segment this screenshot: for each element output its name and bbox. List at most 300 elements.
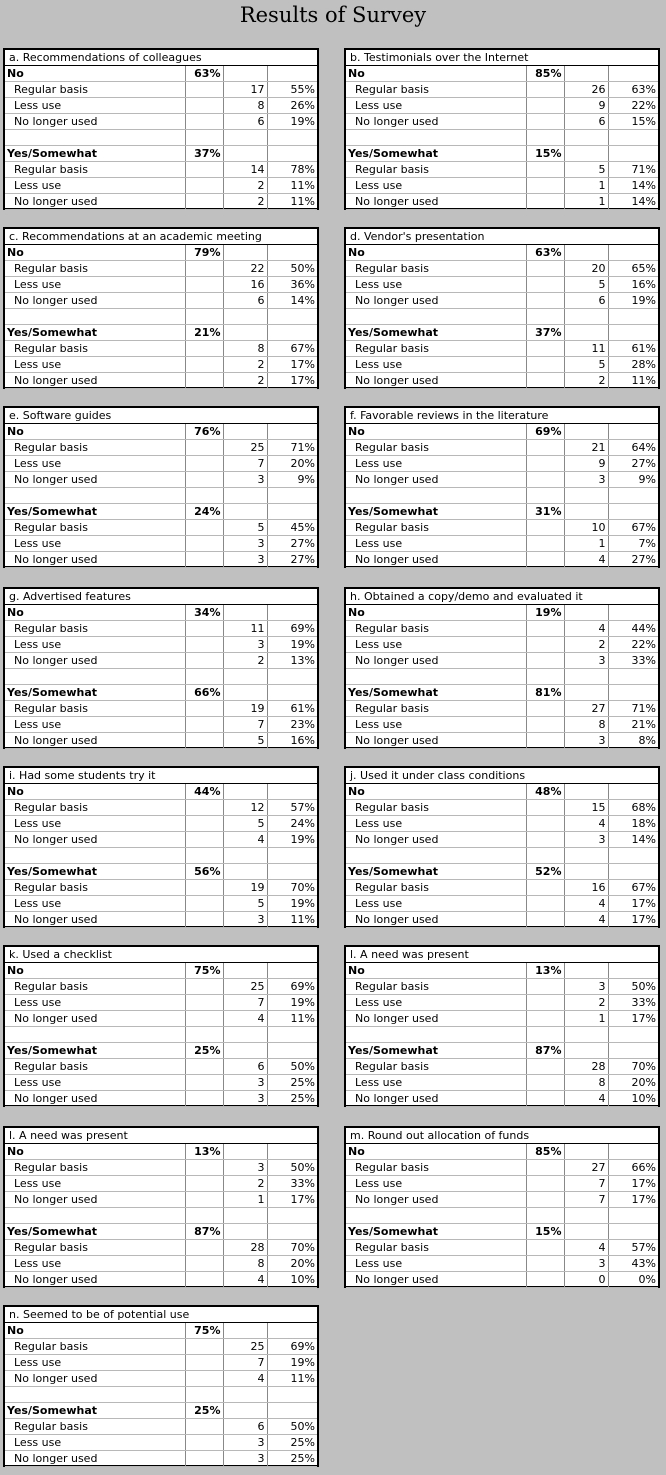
panel-table xyxy=(346,424,658,568)
empty-cell xyxy=(526,162,564,178)
survey-panel xyxy=(344,945,660,1107)
group-label: Yes/Somewhat xyxy=(5,1403,185,1419)
group-header-row xyxy=(346,963,658,979)
group-percent: 56% xyxy=(185,864,223,880)
row-label: Less use xyxy=(5,178,185,194)
table-row xyxy=(346,456,658,472)
empty-cell xyxy=(526,552,564,568)
table-row xyxy=(346,1160,658,1176)
table-row xyxy=(5,82,317,98)
row-percent: 11% xyxy=(608,373,658,389)
empty-cell xyxy=(267,1144,317,1160)
row-count: 11 xyxy=(564,341,608,357)
group-label: No xyxy=(346,66,526,82)
group-label: Yes/Somewhat xyxy=(5,504,185,520)
empty-cell xyxy=(223,784,267,800)
row-count: 5 xyxy=(223,520,267,536)
row-label: Regular basis xyxy=(5,261,185,277)
empty-cell xyxy=(526,440,564,456)
row-percent: 16% xyxy=(608,277,658,293)
row-percent: 11% xyxy=(267,912,317,928)
row-label: No longer used xyxy=(5,293,185,309)
row-count: 4 xyxy=(564,1091,608,1107)
empty-cell xyxy=(185,1091,223,1107)
row-label: No longer used xyxy=(5,373,185,389)
empty-cell xyxy=(564,1043,608,1059)
group-label: Yes/Somewhat xyxy=(346,685,526,701)
row-count: 2 xyxy=(564,995,608,1011)
empty-cell xyxy=(185,637,223,653)
empty-cell xyxy=(185,178,223,194)
row-count: 21 xyxy=(564,440,608,456)
row-label: No longer used xyxy=(5,912,185,928)
row-percent: 9% xyxy=(267,472,317,488)
row-label: Regular basis xyxy=(346,800,526,816)
group-percent: 15% xyxy=(526,146,564,162)
table-row xyxy=(346,816,658,832)
panel-title: e. Software guides xyxy=(5,408,317,424)
table-row xyxy=(346,472,658,488)
table-row xyxy=(346,653,658,669)
empty-cell xyxy=(526,880,564,896)
row-count: 2 xyxy=(564,637,608,653)
empty-cell xyxy=(564,325,608,341)
panel-title: l. A need was present xyxy=(5,1128,317,1144)
table-row xyxy=(5,701,317,717)
row-percent: 17% xyxy=(608,1176,658,1192)
row-count: 4 xyxy=(223,1011,267,1027)
row-percent: 17% xyxy=(267,357,317,373)
row-count: 3 xyxy=(564,1256,608,1272)
empty-cell xyxy=(185,1419,223,1435)
group-label: Yes/Somewhat xyxy=(5,685,185,701)
table-row xyxy=(5,440,317,456)
group-header-row xyxy=(5,1144,317,1160)
row-count: 3 xyxy=(564,733,608,749)
panel-title: f. Favorable reviews in the literature xyxy=(346,408,658,424)
empty-cell xyxy=(564,66,608,82)
spacer-row xyxy=(5,309,317,325)
table-row xyxy=(346,1192,658,1208)
row-percent: 27% xyxy=(608,552,658,568)
row-label: Less use xyxy=(346,637,526,653)
empty-cell xyxy=(526,472,564,488)
empty-cell xyxy=(608,864,658,880)
group-percent: 25% xyxy=(185,1043,223,1059)
table-row xyxy=(346,98,658,114)
row-label: No longer used xyxy=(346,293,526,309)
row-count: 1 xyxy=(564,1011,608,1027)
group-header-row xyxy=(346,784,658,800)
group-header-row xyxy=(346,1224,658,1240)
empty-cell xyxy=(608,245,658,261)
row-percent: 10% xyxy=(267,1272,317,1288)
empty-cell xyxy=(223,146,267,162)
row-count: 2 xyxy=(223,373,267,389)
empty-cell xyxy=(185,1059,223,1075)
row-count: 7 xyxy=(564,1176,608,1192)
row-percent: 19% xyxy=(267,1355,317,1371)
row-label: No longer used xyxy=(346,1091,526,1107)
survey-panel xyxy=(344,406,660,568)
row-count: 12 xyxy=(223,800,267,816)
panel-table xyxy=(346,605,658,749)
table-row xyxy=(5,162,317,178)
row-percent: 17% xyxy=(608,912,658,928)
empty-cell xyxy=(223,685,267,701)
table-row xyxy=(346,293,658,309)
panel-table xyxy=(5,424,317,568)
row-label: Regular basis xyxy=(346,1160,526,1176)
row-label: Less use xyxy=(5,1435,185,1451)
panel-title: k. Used a checklist xyxy=(5,947,317,963)
group-percent: 87% xyxy=(526,1043,564,1059)
table-row xyxy=(5,733,317,749)
empty-cell xyxy=(526,520,564,536)
row-count: 19 xyxy=(223,701,267,717)
row-count: 6 xyxy=(223,293,267,309)
row-percent: 57% xyxy=(608,1240,658,1256)
group-header-row xyxy=(346,66,658,82)
group-label: No xyxy=(5,1144,185,1160)
survey-panel xyxy=(3,945,319,1107)
row-label: Less use xyxy=(346,536,526,552)
table-row xyxy=(5,816,317,832)
empty-cell xyxy=(526,1160,564,1176)
group-header-row xyxy=(5,146,317,162)
row-count: 4 xyxy=(564,896,608,912)
row-label: Less use xyxy=(346,98,526,114)
row-percent: 69% xyxy=(267,979,317,995)
row-label: No longer used xyxy=(346,1192,526,1208)
empty-cell xyxy=(267,1043,317,1059)
group-label: Yes/Somewhat xyxy=(346,1043,526,1059)
row-count: 14 xyxy=(223,162,267,178)
empty-cell xyxy=(526,733,564,749)
table-row xyxy=(346,621,658,637)
table-row xyxy=(346,912,658,928)
table-row xyxy=(5,552,317,568)
row-label: No longer used xyxy=(346,194,526,210)
empty-cell xyxy=(185,1371,223,1387)
table-row xyxy=(5,1256,317,1272)
group-label: No xyxy=(5,424,185,440)
survey-panel xyxy=(3,766,319,928)
row-percent: 14% xyxy=(267,293,317,309)
row-count: 3 xyxy=(223,912,267,928)
panel-title: j. Used it under class conditions xyxy=(346,768,658,784)
table-row xyxy=(5,979,317,995)
row-count: 2 xyxy=(223,178,267,194)
group-label: No xyxy=(346,245,526,261)
row-label: Regular basis xyxy=(5,440,185,456)
empty-cell xyxy=(267,424,317,440)
row-label: No longer used xyxy=(5,552,185,568)
group-label: Yes/Somewhat xyxy=(346,325,526,341)
table-row xyxy=(346,178,658,194)
row-count: 0 xyxy=(564,1272,608,1288)
row-percent: 7% xyxy=(608,536,658,552)
empty-cell xyxy=(526,456,564,472)
row-count: 15 xyxy=(564,800,608,816)
panel-table xyxy=(5,1323,317,1467)
row-count: 3 xyxy=(223,1091,267,1107)
empty-cell xyxy=(526,277,564,293)
row-count: 2 xyxy=(223,1176,267,1192)
group-label: No xyxy=(5,66,185,82)
empty-cell xyxy=(564,864,608,880)
empty-cell xyxy=(185,1075,223,1091)
spacer-row xyxy=(346,130,658,146)
row-label: Regular basis xyxy=(346,1059,526,1075)
empty-cell xyxy=(185,717,223,733)
row-percent: 8% xyxy=(608,733,658,749)
row-count: 25 xyxy=(223,979,267,995)
row-count: 27 xyxy=(564,1160,608,1176)
table-row xyxy=(346,114,658,130)
empty-cell xyxy=(185,440,223,456)
empty-cell xyxy=(526,114,564,130)
row-percent: 25% xyxy=(267,1075,317,1091)
row-label: No longer used xyxy=(5,1011,185,1027)
empty-cell xyxy=(185,1256,223,1272)
row-label: No longer used xyxy=(5,114,185,130)
row-label: Regular basis xyxy=(5,621,185,637)
table-row xyxy=(5,520,317,536)
spacer-row xyxy=(5,1387,317,1403)
row-percent: 33% xyxy=(608,653,658,669)
row-label: No longer used xyxy=(346,114,526,130)
row-count: 2 xyxy=(223,194,267,210)
group-header-row xyxy=(5,605,317,621)
empty-cell xyxy=(185,552,223,568)
group-label: Yes/Somewhat xyxy=(5,864,185,880)
row-percent: 63% xyxy=(608,82,658,98)
empty-cell xyxy=(185,816,223,832)
group-header-row xyxy=(346,504,658,520)
row-percent: 11% xyxy=(267,194,317,210)
group-percent: 34% xyxy=(185,605,223,621)
empty-cell xyxy=(526,621,564,637)
empty-cell xyxy=(185,912,223,928)
table-row xyxy=(5,1011,317,1027)
empty-cell xyxy=(526,896,564,912)
group-percent: 63% xyxy=(185,66,223,82)
empty-cell xyxy=(526,800,564,816)
table-row xyxy=(346,1075,658,1091)
group-percent: 13% xyxy=(185,1144,223,1160)
table-row xyxy=(346,880,658,896)
table-row xyxy=(5,1272,317,1288)
empty-cell xyxy=(185,536,223,552)
row-percent: 13% xyxy=(267,653,317,669)
row-percent: 28% xyxy=(608,357,658,373)
panel-table xyxy=(346,1144,658,1288)
panel-title: g. Advertised features xyxy=(5,589,317,605)
empty-cell xyxy=(223,864,267,880)
empty-cell xyxy=(564,245,608,261)
table-row xyxy=(5,456,317,472)
row-count: 3 xyxy=(564,472,608,488)
empty-cell xyxy=(223,1323,267,1339)
table-row xyxy=(346,717,658,733)
group-percent: 79% xyxy=(185,245,223,261)
row-count: 5 xyxy=(564,357,608,373)
row-percent: 21% xyxy=(608,717,658,733)
panel-title: n. Seemed to be of potential use xyxy=(5,1307,317,1323)
table-row xyxy=(5,1419,317,1435)
row-percent: 22% xyxy=(608,637,658,653)
spacer-row xyxy=(5,848,317,864)
row-count: 5 xyxy=(223,733,267,749)
empty-cell xyxy=(526,357,564,373)
row-count: 3 xyxy=(223,1075,267,1091)
group-label: Yes/Somewhat xyxy=(5,325,185,341)
group-label: Yes/Somewhat xyxy=(5,1043,185,1059)
row-count: 3 xyxy=(223,1160,267,1176)
group-header-row xyxy=(5,424,317,440)
row-label: No longer used xyxy=(346,832,526,848)
empty-cell xyxy=(526,1059,564,1075)
empty-cell xyxy=(185,832,223,848)
empty-cell xyxy=(185,293,223,309)
table-row xyxy=(346,1272,658,1288)
table-row xyxy=(346,1091,658,1107)
table-row xyxy=(5,178,317,194)
group-label: Yes/Somewhat xyxy=(346,864,526,880)
row-count: 10 xyxy=(564,520,608,536)
row-count: 1 xyxy=(564,178,608,194)
empty-cell xyxy=(526,1192,564,1208)
table-row xyxy=(346,162,658,178)
group-label: Yes/Somewhat xyxy=(5,146,185,162)
empty-cell xyxy=(526,1176,564,1192)
group-label: No xyxy=(346,784,526,800)
group-percent: 37% xyxy=(185,146,223,162)
table-row xyxy=(5,653,317,669)
row-count: 7 xyxy=(223,717,267,733)
group-percent: 37% xyxy=(526,325,564,341)
row-label: Regular basis xyxy=(346,1240,526,1256)
table-row xyxy=(5,293,317,309)
row-count: 4 xyxy=(564,816,608,832)
row-count: 3 xyxy=(564,832,608,848)
row-percent: 9% xyxy=(608,472,658,488)
group-header-row xyxy=(346,1144,658,1160)
row-label: Regular basis xyxy=(5,880,185,896)
panel-table xyxy=(346,784,658,928)
panel-title: c. Recommendations at an academic meeting xyxy=(5,229,317,245)
survey-panel xyxy=(3,48,319,210)
row-percent: 20% xyxy=(608,1075,658,1091)
empty-cell xyxy=(223,1144,267,1160)
panel-table xyxy=(5,605,317,749)
row-label: No longer used xyxy=(346,1272,526,1288)
row-percent: 61% xyxy=(267,701,317,717)
row-label: Regular basis xyxy=(5,520,185,536)
empty-cell xyxy=(185,261,223,277)
table-row xyxy=(5,1075,317,1091)
table-row xyxy=(346,1011,658,1027)
row-percent: 14% xyxy=(608,178,658,194)
spacer-row xyxy=(5,1208,317,1224)
table-row xyxy=(5,357,317,373)
row-label: Regular basis xyxy=(5,979,185,995)
row-count: 7 xyxy=(564,1192,608,1208)
group-percent: 85% xyxy=(526,1144,564,1160)
group-percent: 81% xyxy=(526,685,564,701)
panel-title: m. Round out allocation of funds xyxy=(346,1128,658,1144)
table-row xyxy=(5,261,317,277)
row-count: 22 xyxy=(223,261,267,277)
empty-cell xyxy=(526,98,564,114)
row-label: Regular basis xyxy=(5,1059,185,1075)
empty-cell xyxy=(608,325,658,341)
spacer-row xyxy=(5,130,317,146)
row-percent: 45% xyxy=(267,520,317,536)
row-label: Less use xyxy=(346,1075,526,1091)
row-count: 5 xyxy=(223,896,267,912)
row-percent: 19% xyxy=(267,114,317,130)
row-count: 16 xyxy=(223,277,267,293)
group-percent: 13% xyxy=(526,963,564,979)
empty-cell xyxy=(526,1011,564,1027)
row-count: 17 xyxy=(223,82,267,98)
row-count: 9 xyxy=(564,456,608,472)
table-row xyxy=(346,896,658,912)
spacer-row xyxy=(5,488,317,504)
row-percent: 69% xyxy=(267,1339,317,1355)
group-percent: 19% xyxy=(526,605,564,621)
empty-cell xyxy=(564,784,608,800)
row-label: No longer used xyxy=(5,653,185,669)
survey-panel xyxy=(344,48,660,210)
panel-title: h. Obtained a copy/demo and evaluated it xyxy=(346,589,658,605)
empty-cell xyxy=(185,82,223,98)
table-row xyxy=(5,995,317,1011)
table-row xyxy=(5,1059,317,1075)
group-label: No xyxy=(5,963,185,979)
empty-cell xyxy=(185,1339,223,1355)
row-label: Less use xyxy=(5,1176,185,1192)
row-percent: 11% xyxy=(267,1011,317,1027)
row-count: 9 xyxy=(564,98,608,114)
row-percent: 50% xyxy=(267,1160,317,1176)
empty-cell xyxy=(267,504,317,520)
empty-cell xyxy=(267,1224,317,1240)
spacer-row xyxy=(5,669,317,685)
row-label: No longer used xyxy=(5,194,185,210)
page-title: Results of Survey xyxy=(239,3,427,27)
table-row xyxy=(5,1371,317,1387)
row-count: 19 xyxy=(223,880,267,896)
row-count: 2 xyxy=(223,653,267,669)
row-count: 2 xyxy=(223,357,267,373)
row-label: Regular basis xyxy=(5,701,185,717)
empty-cell xyxy=(564,146,608,162)
panel-title: i. Had some students try it xyxy=(5,768,317,784)
panel-title: d. Vendor's presentation xyxy=(346,229,658,245)
group-header-row xyxy=(346,424,658,440)
empty-cell xyxy=(185,98,223,114)
row-label: Less use xyxy=(346,1256,526,1272)
table-row xyxy=(5,277,317,293)
row-percent: 69% xyxy=(267,621,317,637)
panel-table xyxy=(5,784,317,928)
panel-table xyxy=(5,963,317,1107)
row-label: Regular basis xyxy=(346,701,526,717)
empty-cell xyxy=(526,1091,564,1107)
